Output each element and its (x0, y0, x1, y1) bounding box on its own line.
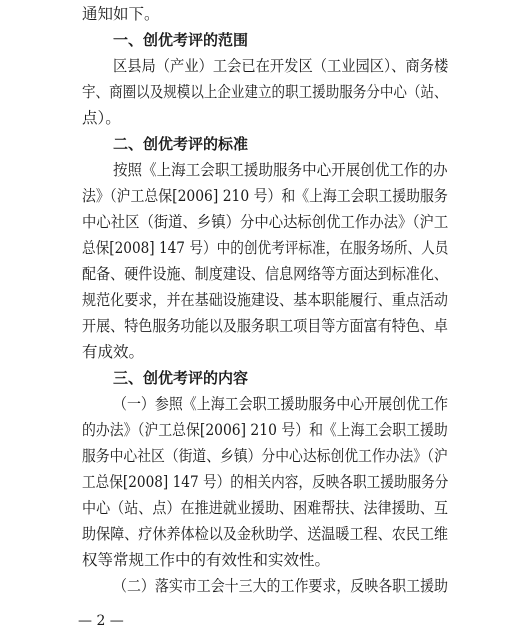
section-heading-content: 三、创优考评的内容 (113, 369, 249, 387)
body-text-line: 法》（沪工总保[2006] 210 号）和《上海工会职工援助服务 (82, 187, 448, 205)
body-text-line: 规范化要求，并在基础设施建设、基本职能履行、重点活动 (82, 291, 449, 309)
page-number: — 2 — (78, 613, 124, 629)
body-text-line: 总保[2008] 147 号）中的创优考评标准，在服务场所、人员 (82, 239, 449, 257)
body-text-line: 开展、特色服务功能以及服务职工项目等方面富有特色、卓 (82, 317, 449, 335)
body-text-line: 权等常规工作中的有效性和实效性。 (82, 551, 331, 569)
body-text-line: 有成效。 (82, 343, 145, 361)
body-text-line: 中心社区（街道、乡镇）分中心达标创优工作办法》（沪工 (82, 213, 449, 231)
body-text-line: 通知如下。 (82, 5, 160, 23)
body-text-line: 点）。 (82, 109, 121, 127)
body-text-line: 助保障、疗休养体检以及金秋助学、送温暖工程、农民工维 (82, 525, 449, 543)
body-text-line: 区县局（产业）工会已在开发区（工业园区）、商务楼 (113, 57, 449, 75)
body-text-line: 宇、商圈以及规模以上企业建立的职工援助服务分中心（站、 (82, 83, 448, 101)
body-text-line: 服务中心社区（街道、乡镇）分中心达标创优工作办法》（沪 (82, 447, 448, 465)
section-heading-standard: 二、创优考评的标准 (113, 135, 249, 153)
body-text-line: 工总保[2008] 147 号）的相关内容，反映各职工援助服务分 (82, 473, 449, 491)
body-text-line: 中心（站、点）在推进就业援助、困难帮扶、法律援助、互 (82, 499, 449, 517)
section-heading-scope: 一、创优考评的范围 (113, 31, 249, 49)
body-text-line: 的办法》（沪工总保[2006] 210 号）和《上海工会职工援助 (82, 421, 448, 439)
body-text-line: 按照《上海工会职工援助服务中心开展创优工作的办 (113, 161, 448, 179)
body-text-line: 配备、硬件设施、制度建设、信息网络等方面达到标准化、 (82, 265, 449, 283)
body-text-line: （一）参照《上海工会职工援助服务中心开展创优工作 (113, 395, 449, 413)
body-text-line: （二）落实市工会十三大的工作要求，反映各职工援助 (113, 577, 449, 595)
